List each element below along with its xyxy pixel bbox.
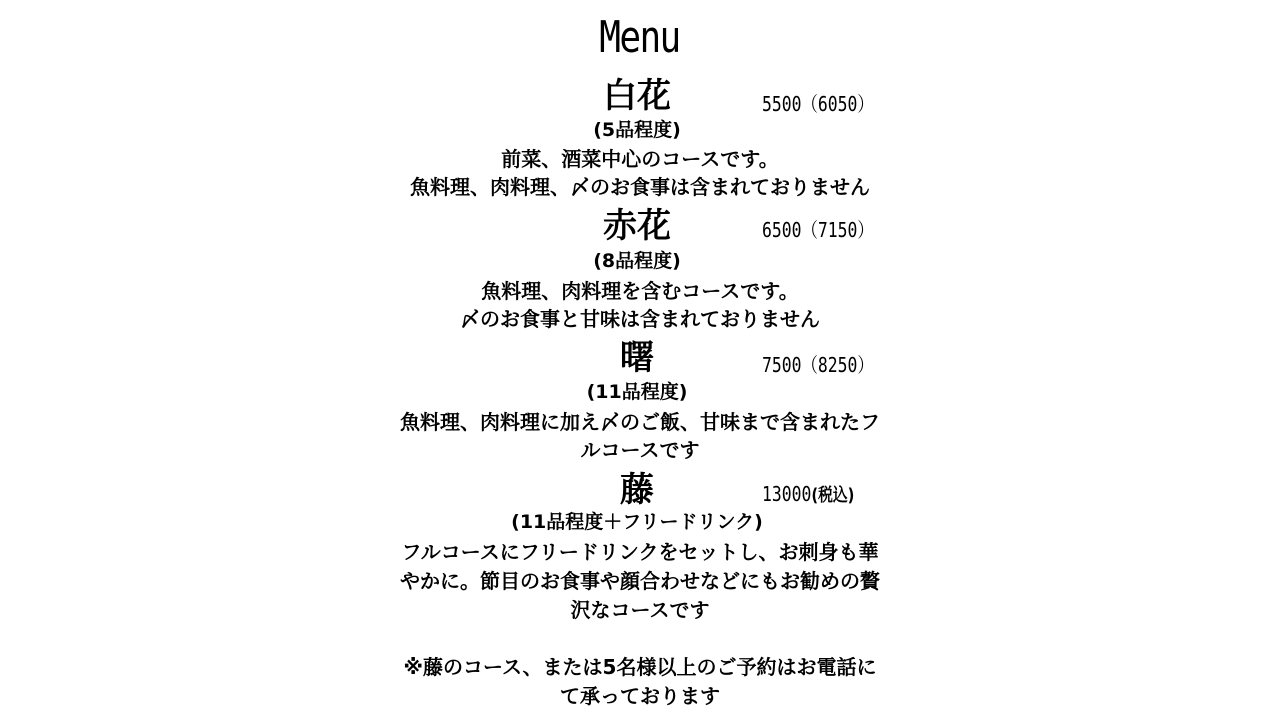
course-price-fuji xyxy=(762,481,854,509)
course-description-line: 沢なコースです xyxy=(570,598,710,622)
course-count-akahana: (8品程度) xyxy=(593,250,681,272)
reservation-notice-line: ※藤のコース、または5名様以上のご予約はお電話に xyxy=(403,655,877,679)
course-description-line: 前菜、酒菜中心のコースです。 xyxy=(501,147,779,171)
course-price-fuji-value: 13000 xyxy=(762,482,812,506)
course-count-akebono: (11品程度) xyxy=(586,381,688,403)
course-price-akahana: 6500（7150） xyxy=(762,218,874,242)
course-description-line: フルコースにフリードリンクをセットし、お刺身も華 xyxy=(401,540,879,564)
course-name-fuji: 藤 xyxy=(620,470,654,510)
course-name-shirahana: 白花 xyxy=(603,76,671,116)
course-description-line: 魚料理、肉料理に加え〆のご飯、甘味まで含まれたフ xyxy=(400,410,880,434)
course-description-line: 〆のお食事と甘味は含まれておりません xyxy=(460,307,820,331)
course-name-akahana: 赤花 xyxy=(603,206,671,246)
course-name-akebono: 曙 xyxy=(620,338,654,378)
course-description-line: 魚料理、肉料理を含むコースです。 xyxy=(481,279,799,303)
reservation-notice-line: て承っております xyxy=(560,684,720,708)
course-price-akebono: 7500（8250） xyxy=(762,353,874,377)
course-price-shirahana: 5500（6050） xyxy=(762,92,874,116)
course-description-line: ルコースです xyxy=(580,438,700,462)
course-description-line: やかに。節目のお食事や顔合わせなどにもお勧めの贅 xyxy=(400,569,880,593)
course-count-shirahana: (5品程度) xyxy=(593,119,681,141)
course-description-line: 魚料理、肉料理、〆のお食事は含まれておりません xyxy=(410,175,870,199)
course-price-fuji-note: (税込) xyxy=(811,485,855,506)
course-count-fuji: (11品程度＋フリードリンク) xyxy=(511,511,763,533)
menu-title: Menu xyxy=(599,12,680,63)
